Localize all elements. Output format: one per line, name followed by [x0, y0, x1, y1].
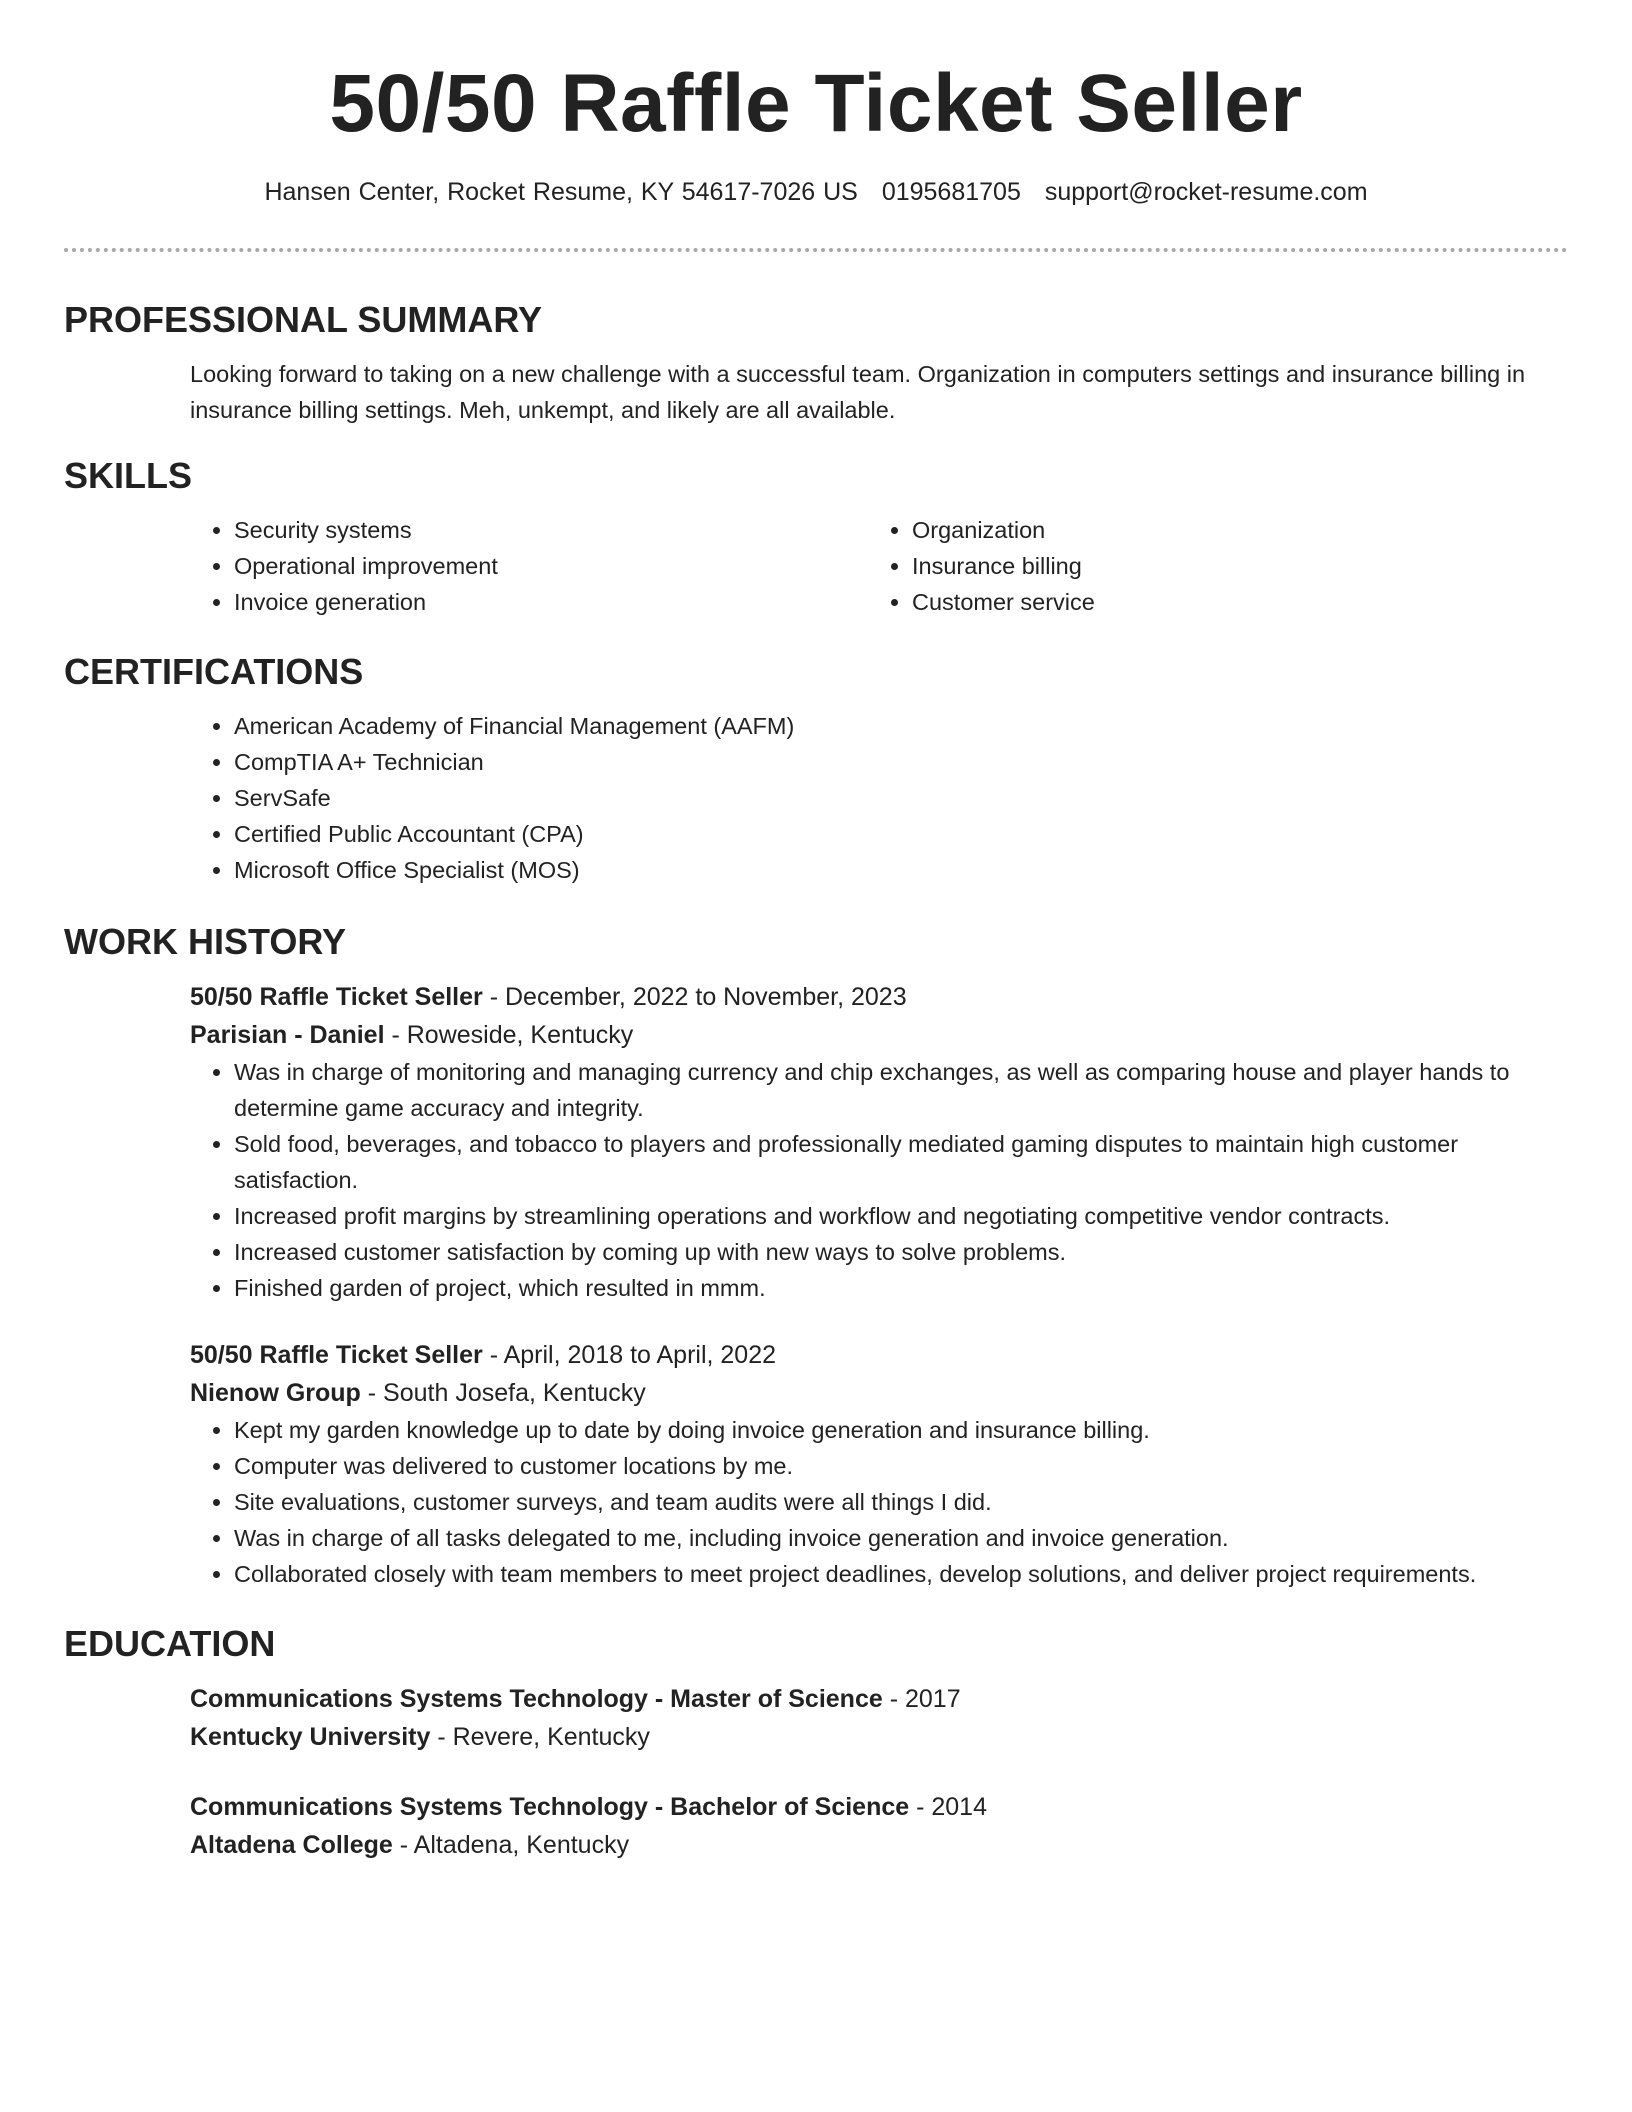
education-school: Altadena College	[190, 1831, 393, 1859]
list-item: • Site evaluations, customer surveys, and team audits were all things I did.	[234, 1484, 1568, 1520]
list-item: • Was in charge of monitoring and managing currency and chip exchanges, as well as comparing house and player hands to determine game accuracy and integrity.	[234, 1054, 1568, 1126]
summary-heading: PROFESSIONAL SUMMARY	[64, 299, 543, 340]
list-item: • Sold food, beverages, and tobacco to players and professionally mediated gaming disputes to maintain high customer satisfaction.	[234, 1126, 1568, 1198]
skills-heading: SKILLS	[64, 455, 193, 496]
job-company-line	[190, 1374, 1568, 1412]
list-item: • CompTIA A+ Technician	[234, 744, 1568, 780]
contact-email: support@rocket-resume.com	[1044, 178, 1368, 206]
work-history-heading: WORK HISTORY	[64, 921, 347, 962]
job-entry	[190, 1336, 1568, 1592]
skills-list-right	[868, 512, 1546, 620]
education-heading: EDUCATION	[64, 1623, 276, 1664]
skills-column-right	[868, 512, 1546, 620]
contact-phone: 0195681705	[881, 178, 1021, 206]
education-location: - Revere, Kentucky	[430, 1723, 650, 1751]
list-item: • Organization	[912, 512, 1546, 548]
education-entry	[190, 1788, 1568, 1864]
certifications-heading: CERTIFICATIONS	[64, 651, 364, 692]
job-company-line	[190, 1016, 1568, 1054]
list-item: • Invoice generation	[234, 584, 868, 620]
job-location: - Roweside, Kentucky	[384, 1021, 634, 1049]
resume-name: 50/50 Raffle Ticket Seller	[329, 58, 1303, 149]
certifications-list	[190, 708, 1568, 888]
skills-column-left	[190, 512, 868, 620]
list-item: • ServSafe	[234, 780, 1568, 816]
contact-line	[64, 176, 1568, 208]
list-item: • Finished garden of project, which resulted in mmm.	[234, 1270, 1568, 1306]
job-bullets	[190, 1054, 1568, 1306]
list-item: • Operational improvement	[234, 548, 868, 584]
job-role: 50/50 Raffle Ticket Seller	[190, 1341, 483, 1369]
job-company: Parisian - Daniel	[190, 1021, 385, 1049]
skills-section	[64, 454, 1568, 620]
list-item: • Insurance billing	[912, 548, 1546, 584]
education-year: - 2017	[882, 1685, 961, 1713]
certifications-section	[64, 650, 1568, 888]
education-degree: Communications Systems Technology - Bachelor of Science	[190, 1793, 910, 1821]
summary-body	[190, 356, 1568, 428]
list-item: • Increased profit margins by streamlining operations and workflow and negotiating competitive vendor contracts.	[234, 1198, 1568, 1234]
education-degree-line	[190, 1680, 1568, 1718]
job-company: Nienow Group	[190, 1379, 361, 1407]
job-role: 50/50 Raffle Ticket Seller	[190, 983, 483, 1011]
work-history-section	[64, 920, 1568, 1592]
contact-address: Hansen Center, Rocket Resume, KY 54617-7026 US	[264, 178, 858, 206]
list-item: • Certified Public Accountant (CPA)	[234, 816, 1568, 852]
job-entry	[190, 978, 1568, 1306]
job-bullets	[190, 1412, 1568, 1592]
list-item: • Computer was delivered to customer locations by me.	[234, 1448, 1568, 1484]
certifications-body	[190, 708, 1568, 888]
list-item: • Microsoft Office Specialist (MOS)	[234, 852, 1568, 888]
job-title-line	[190, 978, 1568, 1016]
skills-grid	[190, 512, 1568, 620]
job-dates: - April, 2018 to April, 2022	[482, 1341, 777, 1369]
list-item: • Was in charge of all tasks delegated to me, including invoice generation and invoice generation.	[234, 1520, 1568, 1556]
skills-list-left	[190, 512, 868, 620]
education-school: Kentucky University	[190, 1723, 431, 1751]
job-dates: - December, 2022 to November, 2023	[482, 983, 907, 1011]
job-title-line	[190, 1336, 1568, 1374]
education-school-line	[190, 1718, 1568, 1756]
list-item: • Kept my garden knowledge up to date by doing invoice generation and insurance billing.	[234, 1412, 1568, 1448]
list-item: • American Academy of Financial Management (AAFM)	[234, 708, 1568, 744]
education-section	[64, 1622, 1568, 1864]
education-year: - 2014	[909, 1793, 987, 1821]
education-entry	[190, 1680, 1568, 1756]
skills-body	[190, 512, 1568, 620]
education-school-line	[190, 1826, 1568, 1864]
header-divider	[64, 248, 1568, 252]
education-degree: Communications Systems Technology - Master of Science	[190, 1685, 883, 1713]
education-degree-line	[190, 1788, 1568, 1826]
list-item: • Collaborated closely with team members to meet project deadlines, develop solutions, and deliver project requirements.	[234, 1556, 1568, 1592]
list-item: • Security systems	[234, 512, 868, 548]
list-item: • Increased customer satisfaction by coming up with new ways to solve problems.	[234, 1234, 1568, 1270]
job-location: - South Josefa, Kentucky	[360, 1379, 646, 1407]
list-item: • Customer service	[912, 584, 1546, 620]
summary-section	[64, 298, 1568, 428]
education-location: - Altadena, Kentucky	[392, 1831, 630, 1859]
summary-text: Looking forward to taking on a new challenge with a successful team. Organization in computers settings and insurance billing in insurance billing settings. Meh, unkempt, and likely are all available.	[190, 361, 1526, 423]
